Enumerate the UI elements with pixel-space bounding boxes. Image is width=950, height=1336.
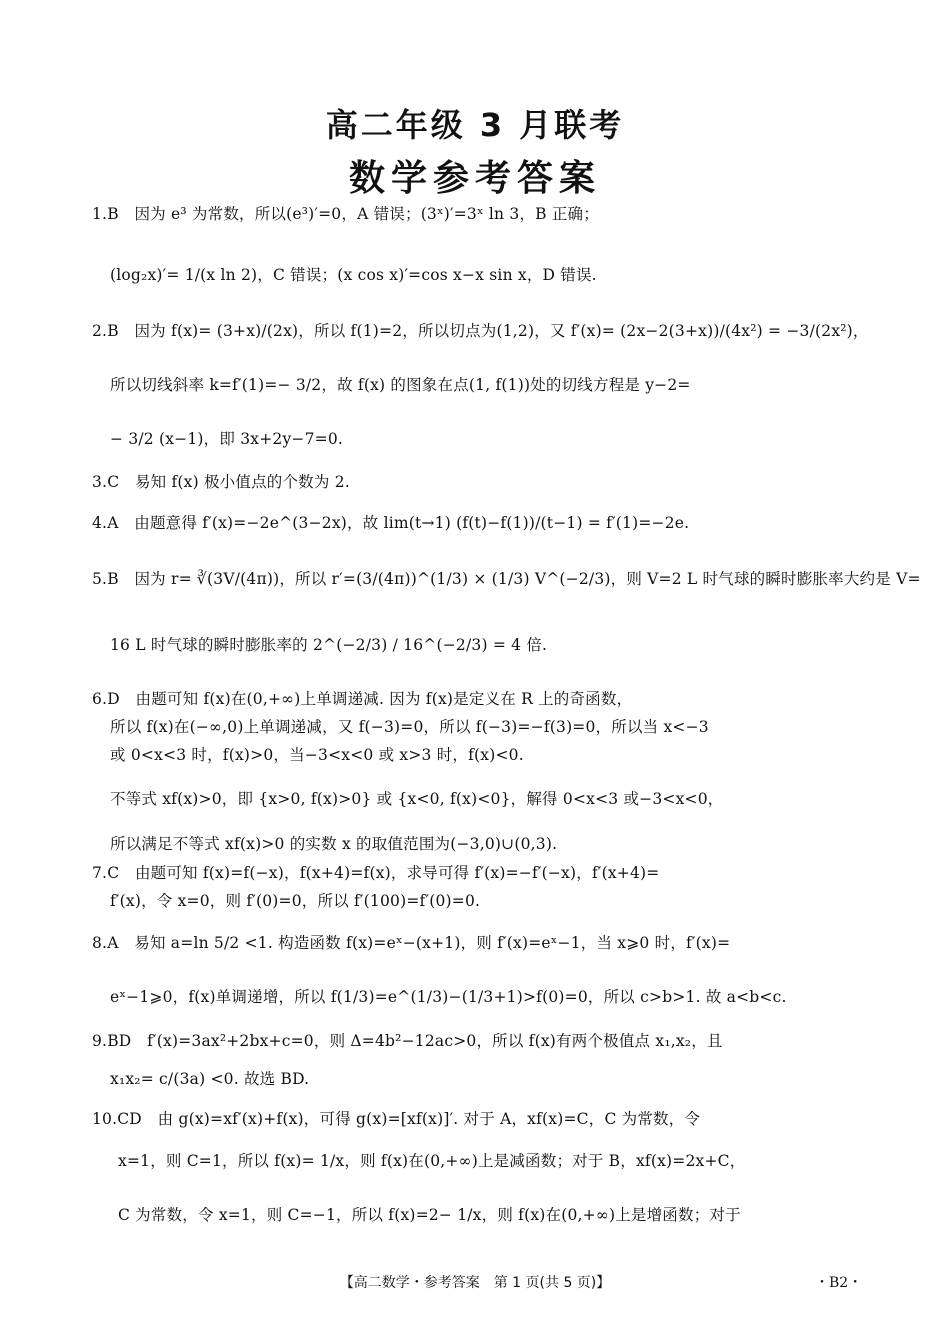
answer-line: (log₂x)′= 1/(x ln 2)，C 错误；(x cos x)′=cos x−x sin x，D 错误. — [110, 266, 597, 284]
answer-line: 16 L 时气球的瞬时膨胀率的 2^(−2/3) / 16^(−2/3) = 4 倍. — [110, 636, 548, 654]
answer-line: − 3/2 (x−1)，即 3x+2y−7=0. — [110, 430, 344, 448]
answer-line: eˣ−1⩾0，f(x)单调递增，所以 f(1/3)=e^(1/3)−(1/3+1)>f(0)=0，所以 c>b>1. 故 a<b<c. — [110, 988, 787, 1006]
answer-line: 所以切线斜率 k=f′(1)=− 3/2，故 f(x) 的图象在点(1, f(1))处的切线方程是 y−2= — [110, 376, 691, 394]
answer-line: 4.A 由题意得 f′(x)=−2e^(3−2x)，故 lim(t→1) (f(t)−f(1))/(t−1) = f′(1)=−2e. — [92, 514, 690, 532]
answer-line: 3.C 易知 f(x) 极小值点的个数为 2. — [92, 473, 350, 491]
page-title: 高二年级 3 月联考 — [325, 106, 625, 144]
answer-line: x₁x₂= c/(3a) <0. 故选 BD. — [110, 1070, 310, 1088]
answer-line: f′(x)，令 x=0，则 f′(0)=0，所以 f′(100)=f′(0)=0. — [110, 892, 481, 910]
answer-line: 1.B 因为 e³ 为常数，所以(e³)′=0，A 错误；(3ˣ)′=3ˣ ln 3，B 正确； — [92, 205, 599, 223]
answer-line: 8.A 易知 a=ln 5/2 <1. 构造函数 f(x)=eˣ−(x+1)，则 f′(x)=eˣ−1，当 x⩾0 时，f′(x)= — [92, 934, 731, 952]
answer-line: 7.C 由题可知 f(x)=f(−x)，f(x+4)=f(x)，求导可得 f′(x)=−f′(−x)，f′(x+4)= — [92, 864, 660, 882]
answer-line: 所以 f(x)在(−∞,0)上单调递减，又 f(−3)=0，所以 f(−3)=−f(3)=0，所以当 x<−3 — [110, 718, 709, 736]
page-subtitle: 数学参考答案 — [348, 158, 601, 199]
answer-line: C 为常数，令 x=1，则 C=−1，所以 f(x)=2− 1/x，则 f(x)在(0,+∞)上是增函数；对于 — [118, 1206, 741, 1224]
answer-line: 10.CD 由 g(x)=xf′(x)+f(x)，可得 g(x)=[xf(x)]′. 对于 A，xf(x)=C，C 为常数，令 — [92, 1110, 701, 1128]
answer-line: 不等式 xf(x)>0，即 {x>0, f(x)>0} 或 {x<0, f(x)<0}，解得 0<x<3 或−3<x<0， — [110, 790, 724, 808]
answer-line: 9.BD f′(x)=3ax²+2bx+c=0，则 Δ=4b²−12ac>0，所以 f(x)有两个极值点 x₁,x₂，且 — [92, 1032, 723, 1050]
page-footer: 【高二数学・参考答案 第 1 页(共 5 页)】 — [339, 1275, 611, 1291]
page-code: ・B2・ — [815, 1275, 863, 1291]
answer-line: 5.B 因为 r= ∛(3V/(4π))，所以 r′=(3/(4π))^(1/3) × (1/3) V^(−2/3)，则 V=2 L 时气球的瞬时膨胀率大约是 V= — [92, 570, 921, 588]
answer-line: 所以满足不等式 xf(x)>0 的实数 x 的取值范围为(−3,0)∪(0,3). — [110, 835, 558, 853]
answer-line: 或 0<x<3 时，f(x)>0，当−3<x<0 或 x>3 时，f(x)<0. — [110, 746, 524, 764]
answer-line: x=1，则 C=1，所以 f(x)= 1/x，则 f(x)在(0,+∞)上是减函数；对于 B，xf(x)=2x+C， — [118, 1152, 746, 1170]
answer-line: 2.B 因为 f(x)= (3+x)/(2x)，所以 f(1)=2，所以切点为(1,2)，又 f′(x)= (2x−2(3+x))/(4x²) = −3/(2x²)， — [92, 322, 869, 340]
answer-line: 6.D 由题可知 f(x)在(0,+∞)上单调递减. 因为 f(x)是定义在 R 上的奇函数， — [92, 690, 633, 708]
